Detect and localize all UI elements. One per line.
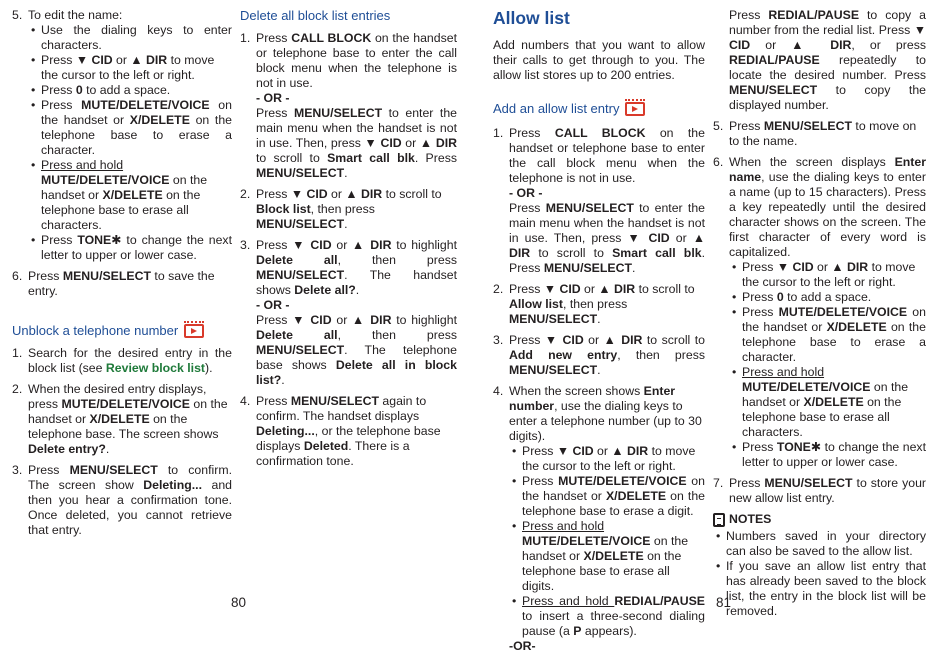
step-d3	[240, 238, 457, 388]
step-d2	[240, 187, 457, 232]
section-heading-unblock: Unblock a telephone number	[12, 323, 232, 338]
list-item: • Press ▼ CID or ▲ DIR to move the cursor to the left or right.	[509, 444, 705, 474]
review-block-list-link[interactable]: Review block list	[105, 361, 206, 375]
continued-text: Press REDIAL/PAUSE to copy a number from the redial list. Press ▼ CID or ▲ DIR, or press REDIAL/PAUSE repeatedly to locate the desired number. Press MENU/SELECT to copy the displayed number.	[729, 8, 926, 112]
list-item: • Press MUTE/DELETE/VOICE on the handset or X/DELETE on the telephone base to erase a character.	[28, 98, 232, 158]
step-u2	[12, 382, 232, 457]
step-text: Press ▼ CID or ▲ DIR to scroll to Add new entry, then press MENU/SELECT.	[509, 333, 705, 377]
step-number: 1.	[493, 126, 504, 140]
page-number-left: 80	[231, 595, 247, 610]
step-7-store	[713, 476, 926, 506]
step-d4	[240, 394, 457, 469]
column-left-page-2	[240, 8, 457, 475]
column-right-page-1	[493, 6, 705, 660]
step-number: 3.	[493, 333, 504, 347]
step-a2	[493, 282, 705, 327]
list-item: • Press and hold MUTE/DELETE/VOICE on the handset or X/DELETE on the telephone base to erase all characters.	[729, 365, 926, 440]
step-d1	[240, 31, 457, 181]
step-text: Press ▼ CID or ▲ DIR to highlight Delete all, then press MENU/SELECT. The handset shows Delete all?. - OR - Press ▼ CID or ▲ DIR to highlight Delete all, then press MENU/SELECT. The telephone base shows Delete all in block list?.	[256, 238, 457, 387]
bullet-list	[28, 23, 232, 263]
step-text: Press MENU/SELECT again to confirm. The handset displays Deleting..., or the telephone base displays Deleted. There is a confirmation tone.	[256, 394, 441, 468]
list-item: • Press and hold MUTE/DELETE/VOICE on the handset or X/DELETE on the telephone base to erase all characters.	[28, 158, 232, 233]
list-item: • Press 0 to add a space.	[28, 83, 232, 98]
section-heading-add-allow: Add an allow list entry	[493, 101, 705, 116]
step-u1	[12, 346, 232, 376]
list-item: • Press MUTE/DELETE/VOICE on the handset or X/DELETE on the telephone base to erase a character.	[729, 305, 926, 365]
step-u3	[12, 463, 232, 538]
bullet-list	[729, 260, 926, 470]
step-number: 2.	[493, 282, 504, 296]
step-6-save	[12, 269, 232, 299]
list-item: • Numbers saved in your directory can also be saved to the allow list.	[713, 529, 926, 559]
list-item: • If you save an allow list entry that has already been saved to the block list, the entry in the block list will be removed.	[713, 559, 926, 619]
list-item: • Press and hold MUTE/DELETE/VOICE on the handset or X/DELETE on the telephone base to erase all digits.	[509, 519, 705, 594]
step-number: 3.	[240, 238, 251, 252]
step-6-enter-name	[713, 155, 926, 470]
step-number: 3.	[12, 463, 23, 477]
step-number: 5.	[713, 119, 724, 133]
list-item: • Press TONE✱ to change the next letter to upper or lower case.	[729, 440, 926, 470]
step-number: 2.	[240, 187, 251, 201]
step-text: When the screen displays Enter name, use the dialing keys to enter a name (up to 15 characters). Press a key repeatedly until the desired character shows on the screen. The first character of every word is capitalized. • Press ▼ CID or ▲ DIR to move the cursor to the left or right. • Press 0 to add a space. • Press MUTE/DELETE/VOICE on the handset or X/DELETE on the telephone base to erase a character. • Press and hold MUTE/DELETE/VOICE on the handset or X/DELETE on the telephone base to erase all characters. • Press TONE✱ to change the next letter to upper or lower case.	[729, 155, 926, 470]
video-icon	[625, 102, 645, 116]
step-a4	[493, 384, 705, 654]
step-text: When the screen shows Enter number, use the dialing keys to enter a telephone number (up to 30 digits). • Press ▼ CID or ▲ DIR to move the cursor to the left or right. • Press MUTE/DELETE/VOICE on the handset or X/DELETE on the telephone base to erase a digit. • Press and hold MUTE/DELETE/VOICE on the handset or X/DELETE on the telephone base to erase all digits. • Press and hold REDIAL/PAUSE to insert a three-second dialing pause (a P appears). -OR-	[509, 384, 705, 654]
list-item: • Press TONE✱ to change the next letter to upper or lower case.	[28, 233, 232, 263]
list-item: • Use the dialing keys to enter characters.	[28, 23, 232, 53]
list-item: • Press 0 to add a space.	[729, 290, 926, 305]
step-text: Search for the desired entry in the block list (see Review block list).	[28, 346, 232, 375]
page-title: Allow list	[493, 8, 570, 28]
section-heading-delete-all: Delete all block list entries	[240, 8, 391, 23]
step-a1	[493, 126, 705, 276]
page-number-right: 81	[716, 595, 732, 610]
step-text: When the desired entry displays, press MUTE/DELETE/VOICE on the handset or X/DELETE on the telephone base. The screen shows Delete entry?.	[28, 382, 228, 456]
list-item: • Press ▼ CID or ▲ DIR to move the cursor to the left or right.	[28, 53, 232, 83]
video-icon	[184, 324, 204, 338]
step-number: 6.	[713, 155, 724, 169]
step-text: Press MENU/SELECT to confirm. The screen show Deleting... and then you hear a confirmation tone. Once deleted, you cannot retrieve that entry.	[28, 463, 232, 537]
bullet-list	[509, 444, 705, 639]
step-text: Press CALL BLOCK on the handset or telephone base to enter the call block menu when the telephone is not in use. - OR - Press MENU/SELECT to enter the main menu when the handset is not in use. Then, press ▼ CID or ▲ DIR to scroll to Smart call blk. Press MENU/SELECT.	[509, 126, 705, 275]
step-number: 4.	[493, 384, 504, 398]
notes-heading: NOTES	[713, 512, 926, 527]
notes-icon	[713, 513, 725, 527]
step-5-edit-name	[12, 8, 232, 263]
column-right-page-2	[713, 8, 926, 619]
step-number: 1.	[240, 31, 251, 45]
step-number: 4.	[240, 394, 251, 408]
list-item: • Press MUTE/DELETE/VOICE on the handset or X/DELETE on the telephone base to erase a digit.	[509, 474, 705, 519]
or-separator: -OR-	[509, 639, 536, 653]
step-text: Press ▼ CID or ▲ DIR to scroll to Block list, then press MENU/SELECT.	[256, 187, 442, 231]
step-number: 7.	[713, 476, 724, 490]
list-item: • Press ▼ CID or ▲ DIR to move the cursor to the left or right.	[729, 260, 926, 290]
step-number: 2.	[12, 382, 23, 396]
step-a3	[493, 333, 705, 378]
step-text: Press ▼ CID or ▲ DIR to scroll to Allow list, then press MENU/SELECT.	[509, 282, 695, 326]
step-text: Press MENU/SELECT to save the entry.	[28, 269, 215, 298]
step-number: 1.	[12, 346, 23, 360]
intro-paragraph: Add numbers that you want to allow their calls to get through to you. The allow list stores up to 200 entries.	[493, 38, 705, 82]
step-number: 6.	[12, 269, 23, 283]
step-number: 5.	[12, 8, 23, 22]
step-text: Press MENU/SELECT to move on to the name.	[729, 119, 917, 148]
step-5-name	[713, 119, 926, 149]
step-text: Press MENU/SELECT to store your new allow list entry.	[729, 476, 927, 505]
notes-list	[713, 529, 926, 619]
column-left-page-1	[12, 8, 232, 544]
step-text: Press CALL BLOCK on the handset or telephone base to enter the call block menu when the telephone is not in use. - OR - Press MENU/SELECT to enter the main menu when the handset is not in use. Then, press ▼ CID or ▲ DIR to scroll to Smart call blk. Press MENU/SELECT.	[256, 31, 458, 180]
step-text: To edit the name:	[28, 8, 123, 22]
list-item: • Press and hold REDIAL/PAUSE to insert a three-second dialing pause (a P appears).	[509, 594, 705, 639]
